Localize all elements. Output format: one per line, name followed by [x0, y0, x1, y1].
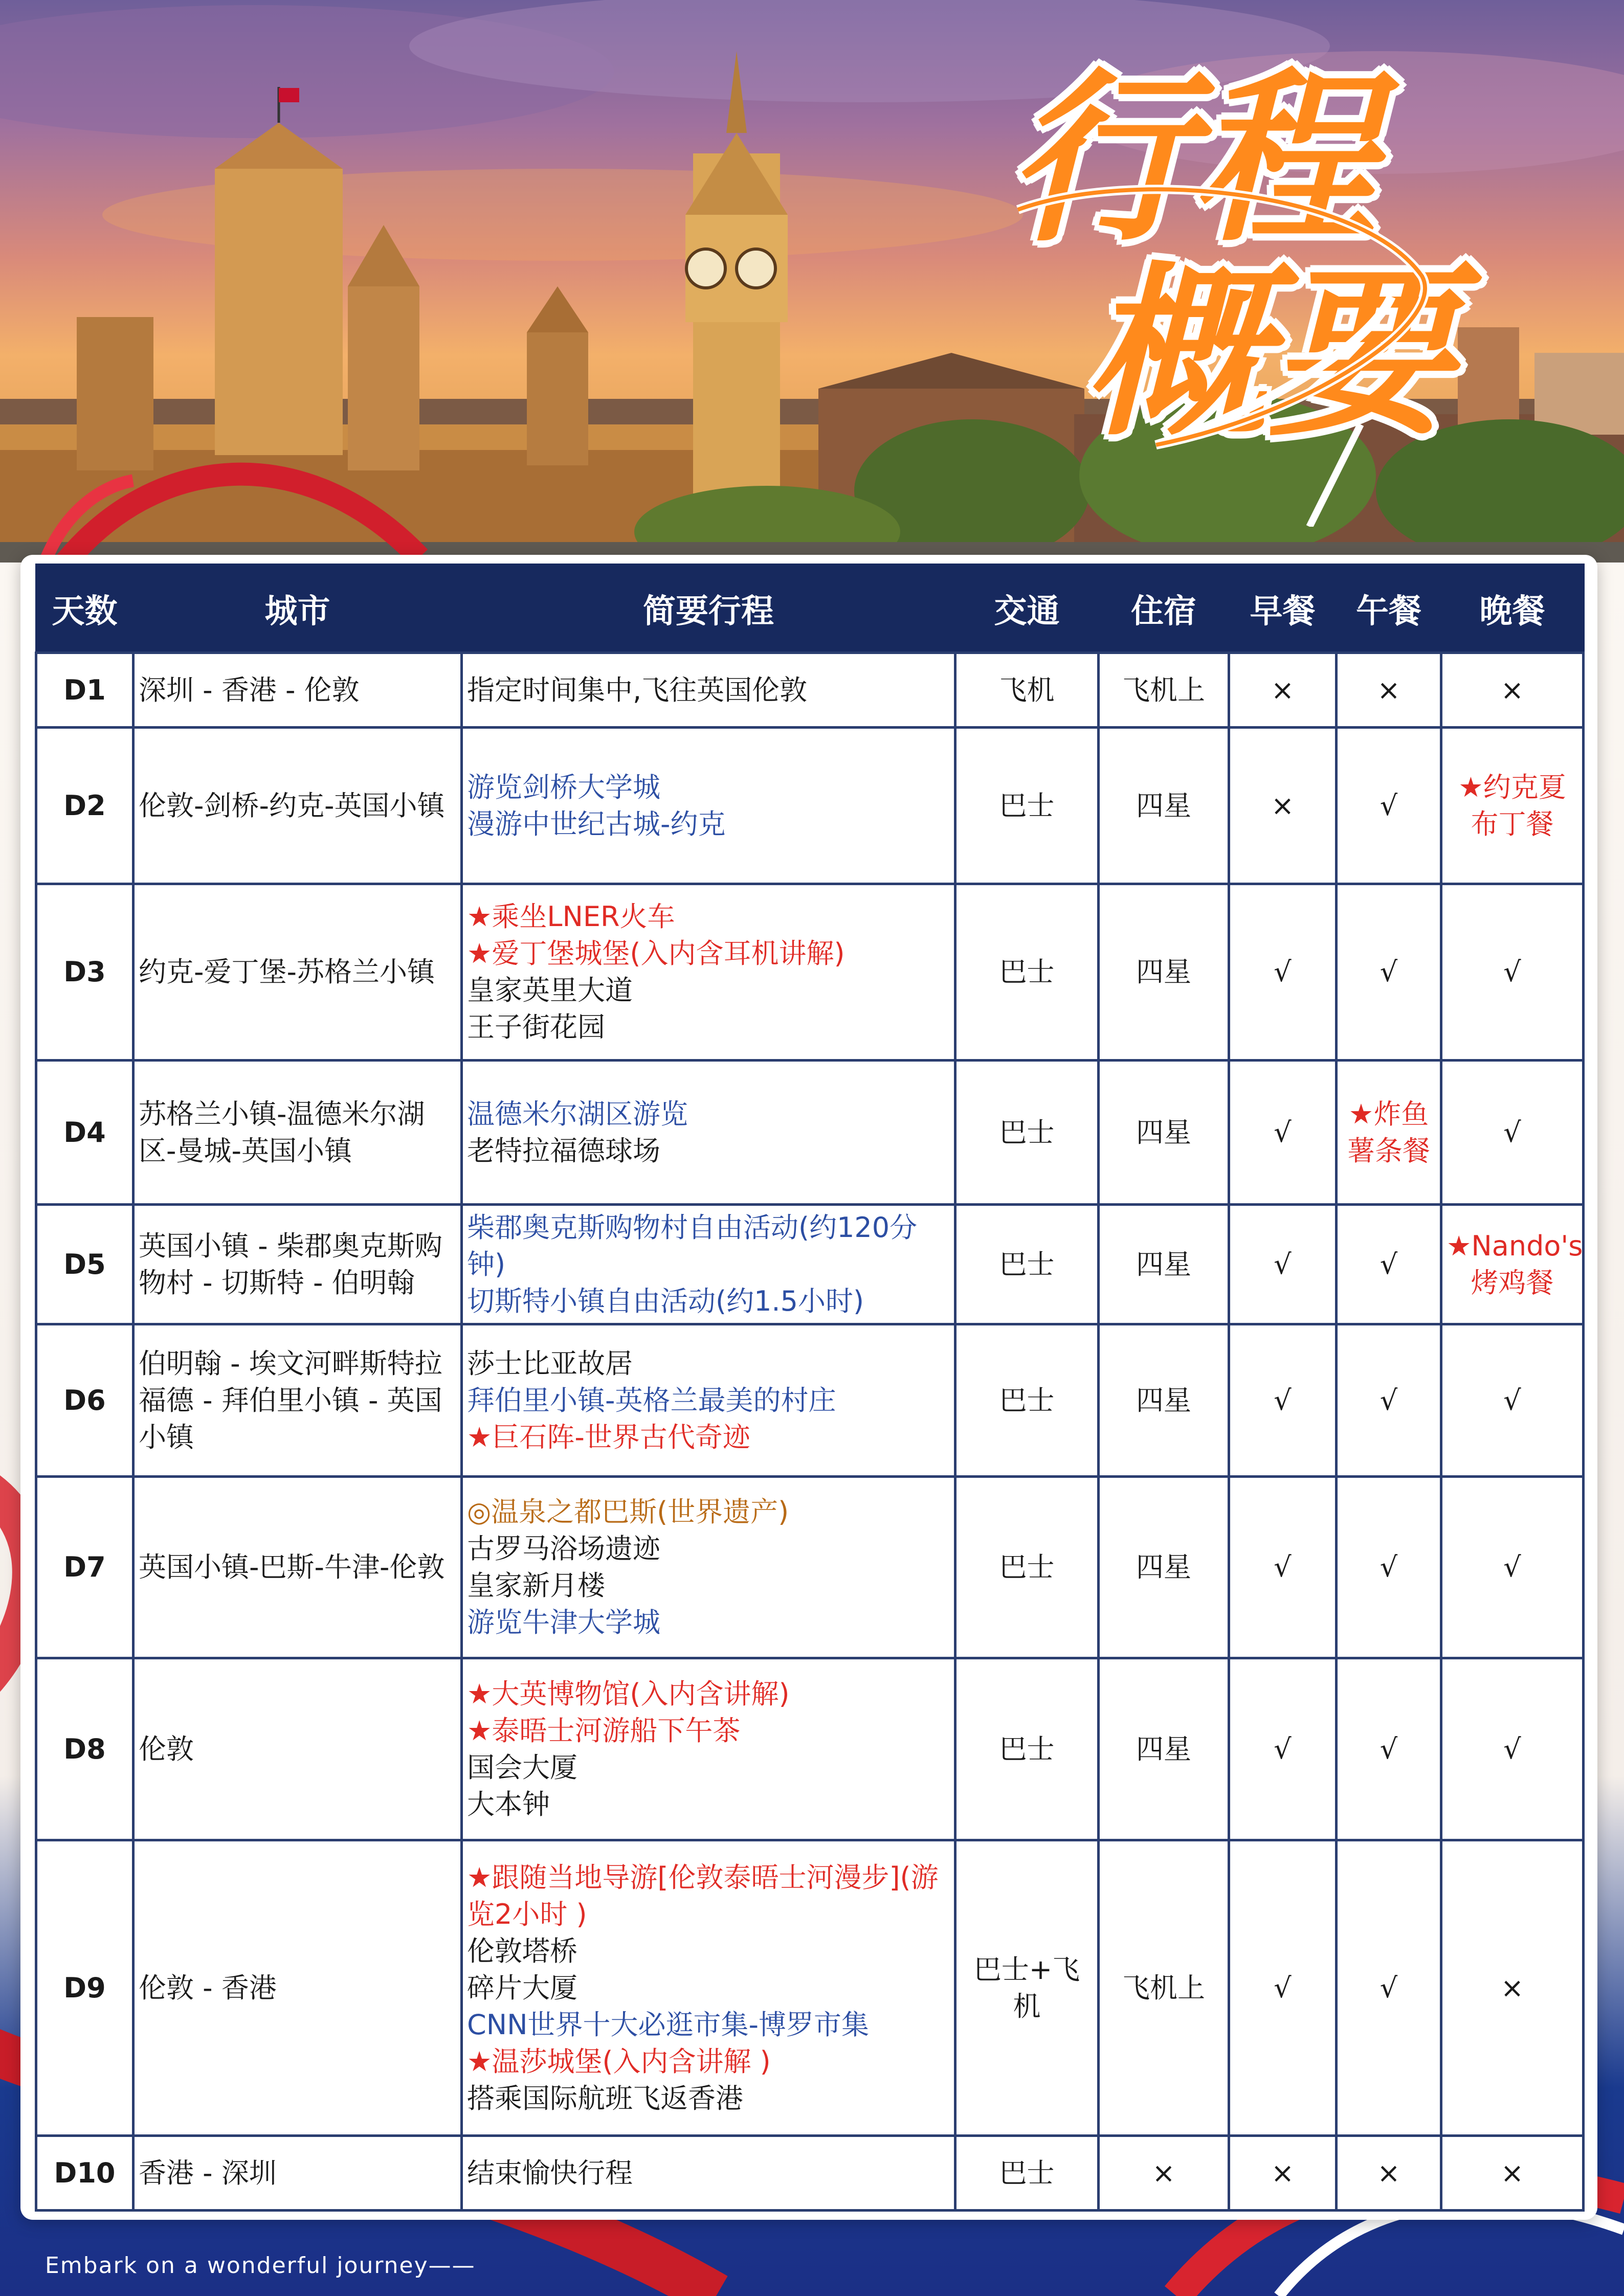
dinner-cell: [1441, 1205, 1584, 1324]
dinner-cell: [1441, 1658, 1584, 1840]
footer-tagline: Embark on a wonderful journey——: [45, 2253, 476, 2279]
line-text: 切斯特小镇自由活动(约1.5小时): [467, 1285, 864, 1317]
lunch-cell: ×: [1337, 653, 1441, 728]
line-text: ◎温泉之都巴斯(世界遗产): [467, 1496, 789, 1528]
title-artwork: [1003, 50, 1463, 527]
header-day: 天数: [36, 565, 134, 653]
line-text: 漫游中世纪古城-约克: [467, 807, 726, 840]
itinerary-cell: [462, 884, 955, 1061]
line-text: √: [1503, 1384, 1521, 1416]
line-text: 结束愉快行程: [467, 2156, 633, 2189]
itinerary-cell: [462, 1205, 955, 1324]
hotel-cell: 四星: [1099, 1205, 1229, 1324]
line-text: 古罗马浴场遗迹: [467, 1533, 660, 1565]
lunch-cell: √: [1337, 1840, 1441, 2136]
itinerary-cell: [462, 1477, 955, 1658]
line-text: ×: [1500, 673, 1524, 706]
hotel-cell: 飞机上: [1099, 1840, 1229, 2136]
line-text: ★跟随当地导游[伦敦泰晤士河漫步](游览2小时 ): [467, 1861, 939, 1930]
line-text: 薯条餐: [1347, 1134, 1430, 1167]
line-text: 伦敦塔桥: [467, 1934, 577, 1967]
line-text: ★泰晤士河游船下午茶: [467, 1714, 741, 1747]
line-text: √: [1503, 1116, 1521, 1149]
city-cell: 伦敦: [134, 1658, 462, 1840]
line-text: 搭乘国际航班飞返香港: [467, 2082, 743, 2114]
itinerary-cell: [462, 1324, 955, 1477]
dinner-cell: [1441, 2136, 1584, 2211]
table-row: [36, 2136, 1584, 2211]
table-row: [36, 1061, 1584, 1205]
day-cell: D1: [36, 653, 134, 728]
table-row: [36, 884, 1584, 1061]
itinerary-body: [36, 653, 1584, 2211]
transport-cell: 巴士: [955, 728, 1099, 884]
line-text: √: [1503, 1732, 1521, 1765]
transport-cell: 巴士: [955, 1658, 1099, 1840]
table-row: [36, 1205, 1584, 1324]
line-text: 大本钟: [467, 1788, 550, 1820]
city-cell: 约克-爱丁堡-苏格兰小镇: [134, 884, 462, 1061]
dinner-cell: [1441, 728, 1584, 884]
transport-cell: 飞机: [955, 653, 1099, 728]
city-cell: 苏格兰小镇-温德米尔湖区-曼城-英国小镇: [134, 1061, 462, 1205]
hotel-cell: 四星: [1099, 1477, 1229, 1658]
header-hotel: 住宿: [1099, 565, 1229, 653]
itinerary-cell: [462, 1840, 955, 2136]
lunch-cell: √: [1337, 728, 1441, 884]
day-cell: D9: [36, 1840, 134, 2136]
city-cell: 伯明翰 - 埃文河畔斯特拉福德 - 拜伯里小镇 - 英国小镇: [134, 1324, 462, 1477]
line-text: 国会大厦: [467, 1751, 577, 1784]
day-cell: D2: [36, 728, 134, 884]
line-text: ★温莎城堡(入内含讲解 ): [467, 2045, 771, 2078]
header-lunch: 午餐: [1337, 565, 1441, 653]
line-text: 王子街花园: [467, 1011, 605, 1043]
itinerary-cell: [462, 1658, 955, 1840]
itinerary-cell: [462, 1061, 955, 1205]
line-text: ×: [1500, 2156, 1524, 2189]
header-banner: [0, 0, 1624, 573]
transport-cell: 巴士: [955, 1477, 1099, 1658]
title-line-2: 概要: [1084, 244, 1453, 461]
line-text: 柴郡奥克斯购物村自由活动(约120分钟): [467, 1211, 918, 1280]
breakfast-cell: √: [1229, 884, 1337, 1061]
hotel-cell: 飞机上: [1099, 653, 1229, 728]
breakfast-cell: √: [1229, 1205, 1337, 1324]
itinerary-table: [35, 564, 1585, 2212]
hotel-cell: 四星: [1099, 884, 1229, 1061]
breakfast-cell: √: [1229, 1840, 1337, 2136]
dinner-cell: [1441, 1840, 1584, 2136]
line-text: 游览牛津大学城: [467, 1606, 660, 1638]
day-cell: D10: [36, 2136, 134, 2211]
line-text: 烤鸡餐: [1471, 1266, 1554, 1299]
header-itinerary: 简要行程: [462, 565, 955, 653]
transport-cell: 巴士: [955, 2136, 1099, 2211]
breakfast-cell: √: [1229, 1061, 1337, 1205]
lunch-cell: √: [1337, 884, 1441, 1061]
day-cell: D5: [36, 1205, 134, 1324]
breakfast-cell: ×: [1229, 653, 1337, 728]
dinner-cell: [1441, 1061, 1584, 1205]
day-cell: D8: [36, 1658, 134, 1840]
line-text: ★Nando's: [1447, 1229, 1583, 1262]
transport-cell: 巴士: [955, 1324, 1099, 1477]
breakfast-cell: ×: [1229, 2136, 1337, 2211]
header-breakfast: 早餐: [1229, 565, 1337, 653]
dinner-cell: [1441, 884, 1584, 1061]
line-text: √: [1503, 956, 1521, 988]
hotel-cell: ×: [1099, 2136, 1229, 2211]
table-row: [36, 653, 1584, 728]
line-text: ★大英博物馆(入内含讲解): [467, 1677, 790, 1710]
city-cell: 深圳 - 香港 - 伦敦: [134, 653, 462, 728]
hotel-cell: 四星: [1099, 1061, 1229, 1205]
city-cell: 伦敦 - 香港: [134, 1840, 462, 2136]
breakfast-cell: √: [1229, 1658, 1337, 1840]
lunch-cell: √: [1337, 1324, 1441, 1477]
lunch-cell: √: [1337, 1658, 1441, 1840]
itinerary-cell: [462, 2136, 955, 2211]
transport-cell: 巴士: [955, 884, 1099, 1061]
city-cell: 香港 - 深圳: [134, 2136, 462, 2211]
header-transport: 交通: [955, 565, 1099, 653]
line-text: ★爱丁堡城堡(入内含耳机讲解): [467, 937, 845, 970]
line-text: 游览剑桥大学城: [467, 771, 660, 803]
breakfast-cell: ×: [1229, 728, 1337, 884]
lunch-cell: [1337, 1061, 1441, 1205]
itinerary-cell: [462, 728, 955, 884]
transport-cell: 巴士: [955, 1061, 1099, 1205]
lunch-cell: √: [1337, 1477, 1441, 1658]
line-text: ★乘坐LNER火车: [467, 901, 675, 933]
lunch-cell: ×: [1337, 2136, 1441, 2211]
table-row: [36, 1840, 1584, 2136]
table-row: [36, 1658, 1584, 1840]
line-text: 指定时间集中,飞往英国伦敦: [467, 673, 808, 706]
line-text: ★巨石阵-世界古代奇迹: [467, 1421, 750, 1453]
day-cell: D4: [36, 1061, 134, 1205]
dinner-cell: [1441, 1324, 1584, 1477]
lunch-cell: √: [1337, 1205, 1441, 1324]
itinerary-cell: [462, 653, 955, 728]
header-dinner: 晚餐: [1441, 565, 1584, 653]
line-text: 碎片大厦: [467, 1971, 577, 2004]
city-cell: 伦敦-剑桥-约克-英国小镇: [134, 728, 462, 884]
transport-cell: 巴士+飞机: [955, 1840, 1099, 2136]
line-text: ×: [1500, 1971, 1524, 2004]
dinner-cell: [1441, 1477, 1584, 1658]
line-text: ★炸鱼: [1348, 1097, 1429, 1130]
day-cell: D7: [36, 1477, 134, 1658]
city-cell: 英国小镇 - 柴郡奥克斯购物村 - 切斯特 - 伯明翰: [134, 1205, 462, 1324]
hotel-cell: 四星: [1099, 728, 1229, 884]
line-text: 莎士比亚故居: [467, 1347, 633, 1380]
day-cell: D6: [36, 1324, 134, 1477]
title-line-1: 行程: [1008, 50, 1376, 266]
title-swirl-decoration: [1003, 50, 1463, 527]
line-text: ★约克夏: [1458, 771, 1566, 803]
line-text: 拜伯里小镇-英格兰最美的村庄: [467, 1384, 836, 1416]
line-text: CNN世界十大必逛市集-博罗市集: [467, 2008, 869, 2041]
dinner-cell: [1441, 653, 1584, 728]
line-text: 布丁餐: [1471, 807, 1554, 840]
city-cell: 英国小镇-巴斯-牛津-伦敦: [134, 1477, 462, 1658]
table-row: [36, 728, 1584, 884]
line-text: 皇家英里大道: [467, 974, 633, 1006]
line-text: 皇家新月楼: [467, 1569, 605, 1602]
table-row: [36, 1477, 1584, 1658]
line-text: 老特拉福德球场: [467, 1134, 660, 1167]
breakfast-cell: √: [1229, 1324, 1337, 1477]
day-cell: D3: [36, 884, 134, 1061]
line-text: 温德米尔湖区游览: [467, 1097, 688, 1130]
breakfast-cell: √: [1229, 1477, 1337, 1658]
hotel-cell: 四星: [1099, 1658, 1229, 1840]
table-row: [36, 1324, 1584, 1477]
transport-cell: 巴士: [955, 1205, 1099, 1324]
itinerary-card: [20, 555, 1597, 2220]
header-city: 城市: [134, 565, 462, 653]
hotel-cell: 四星: [1099, 1324, 1229, 1477]
table-header-row: [36, 565, 1584, 653]
line-text: √: [1503, 1551, 1521, 1583]
